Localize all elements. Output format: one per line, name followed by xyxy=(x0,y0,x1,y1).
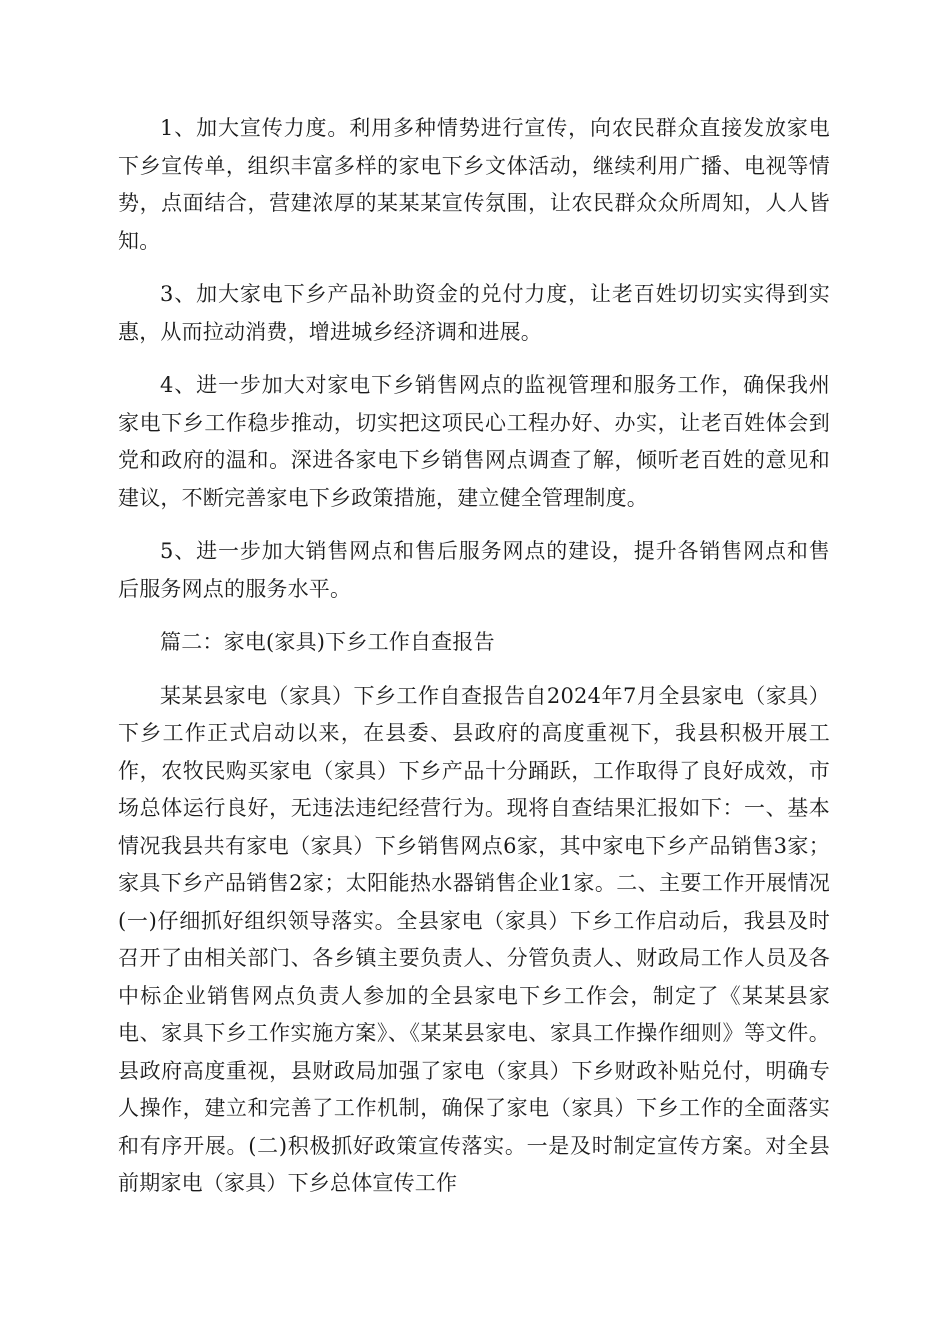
document-body xyxy=(118,110,830,1203)
report-body-paragraph: 某某县家电（家具）下乡工作自查报告自2024年7月全县家电（家具）下乡工作正式启动以来，在县委、县政府的高度重视下，我县积极开展工作，农牧民购买家电（家具）下乡产品十分踊跃，工作取得了良好成效，市场总体运行良好，无违法违纪经营行为。现将自查结果汇报如下：一、基本情况我县共有家电（家具）下乡销售网点6家，其中家电下乡产品销售3家；家具下乡产品销售2家；太阳能热水器销售企业1家。二、主要工作开展情况(一)仔细抓好组织领导落实。全县家电（家具）下乡工作启动后，我县及时召开了由相关部门、各乡镇主要负责人、分管负责人、财政局工作人员及各中标企业销售网点负责人参加的全县家电下乡工作会，制定了《某某县家电、家具下乡工作实施方案》、《某某县家电、家具工作操作细则》等文件。县政府高度重视，县财政局加强了家电（家具）下乡财政补贴兑付，明确专人操作，建立和完善了工作机制，确保了家电（家具）下乡工作的全面落实和有序开展。(二)积极抓好政策宣传落实。一是及时制定宣传方案。对全县前期家电（家具）下乡总体宣传工作 xyxy=(118,683,830,1195)
paragraph-supervision: 4、进一步加大对家电下乡销售网点的监视管理和服务工作，确保我州家电下乡工作稳步推动，切实把这项民心工程办好、办实，让老百姓体会到党和政府的温和。深进各家电下乡销售网点调查了解，倾听老百姓的意见和建议，不断完善家电下乡政策措施，建立健全管理制度。 xyxy=(118,373,830,510)
paragraph-publicity: 1、加大宣传力度。利用多种情势进行宣传，向农民群众直接发放家电下乡宣传单，组织丰富多样的家电下乡文体活动，继续利用广播、电视等情势，点面结合，营建浓厚的某某某宣传氛围，让农民群众众所周知，人人皆知。 xyxy=(118,116,830,253)
section-heading: 篇二：家电(家具)下乡工作自查报告 xyxy=(160,630,495,654)
paragraph-network: 5、进一步加大销售网点和售后服务网点的建设，提升各销售网点和售后服务网点的服务水平。 xyxy=(118,539,830,601)
paragraph-subsidy: 3、加大家电下乡产品补助资金的兑付力度，让老百姓切切实实得到实惠，从而拉动消费，增进城乡经济调和进展。 xyxy=(118,282,830,344)
